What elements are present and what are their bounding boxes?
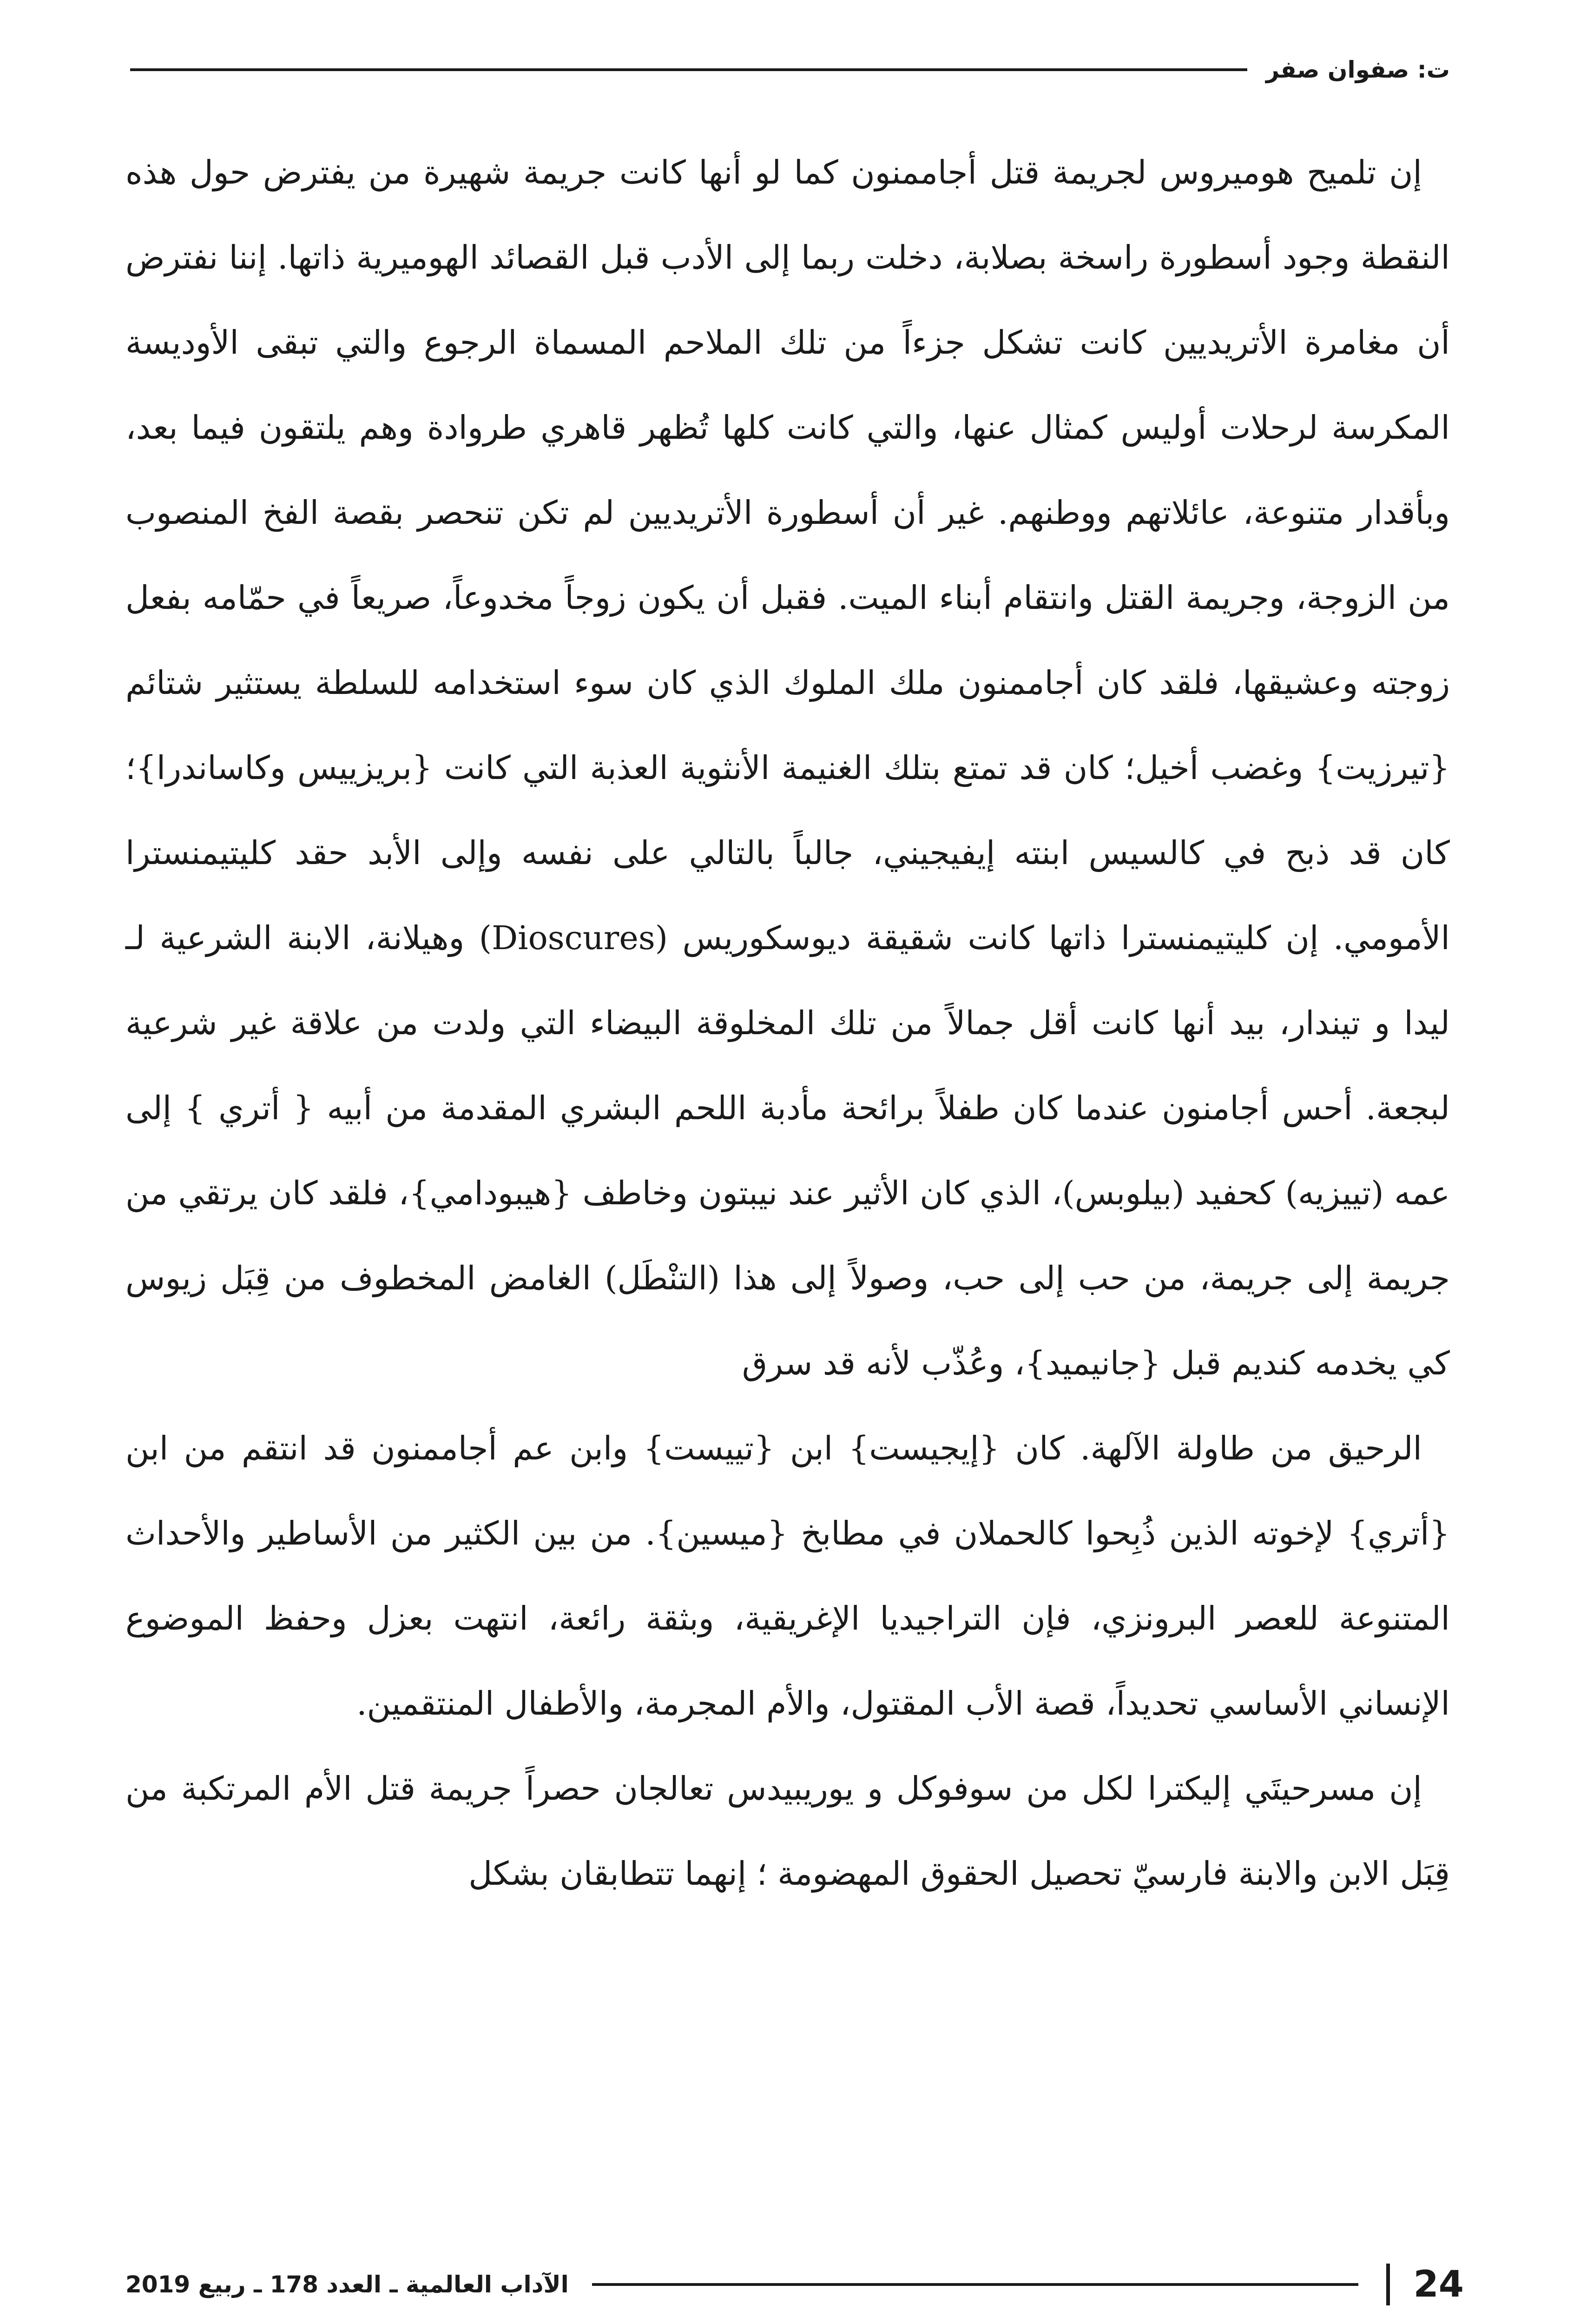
article-body: [125, 130, 1450, 1916]
paragraph: إن مسرحيتَي إليكترا لكل من سوفوكل و يوريبيدس تعالجان حصراً جريمة قتل الأم المرتكبة من قِبَل الابن والابنة فارسيّ تحصيل الحقوق المهضومة ؛ إنهما تتطابقان بشكل: [125, 1769, 1450, 1893]
journal-issue-info: الآداب العالمية ـ العدد 178 ـ ربيع 2019: [125, 2271, 569, 2298]
page-number: 24: [1413, 2264, 1464, 2305]
footer-rule: [592, 2283, 1359, 2286]
header-rule: [130, 68, 1247, 71]
paragraph: الرحيق من طاولة الآلهة. كان {إيجيست} ابن {تييست} وابن عم أجاممنون قد انتقم من ابن {أتري} لإخوته الذين ذُبِحوا كالحملان في مطابخ {ميسين}. من بين الكثير من الأساطير والأحداث المتنوعة للعصر البرونزي، فإن التراجيديا الإغريقية، وبثقة رائعة، انتهت بعزل وحفظ الموضوع الإنساني الأساسي تحديداً، قصة الأب المقتول، والأم المجرمة، والأطفال المنتقمين.: [125, 1429, 1450, 1723]
page-footer: [125, 2259, 1464, 2310]
translator-credit: ت: صفوان صفر: [1266, 56, 1450, 83]
paragraph: إن تلميح هوميروس لجريمة قتل أجاممنون كما لو أنها كانت جريمة شهيرة من يفترض حول هذه النقطة وجود أسطورة راسخة بصلابة، دخلت ربما إلى الأدب قبل القصائد الهوميرية ذاتها. إننا نفترض أن مغامرة الأتريديين كانت تشكل جزءاً من تلك الملاحم المسماة الرجوع والتي تبقى الأوديسة المكرسة لرحلات أوليس كمثال عنها، والتي كانت كلها تُظهر قاهري طروادة وهم يلتقون فيما بعد، وبأقدار متنوعة، عائلاتهم ووطنهم. غير أن أسطورة الأتريديين لم تكن تنحصر بقصة الفخ المنصوب من الزوجة، وجريمة القتل وانتقام أبناء الميت. فقبل أن يكون زوجاً مخدوعاً، صريعاً في حمّامه بفعل زوجته وعشيقها، فلقد كان أجاممنون ملك الملوك الذي كان سوء استخدامه للسلطة يستثير شتائم {تيرزيت} وغضب أخيل؛ كان قد تمتع بتلك الغنيمة الأنثوية العذبة التي كانت {بريزييس وكاساندرا}؛ كان قد ذبح في كالسيس ابنته إيفيجيني، جالباً بالتالي على نفسه وإلى الأبد حقد كليتيمنسترا الأمومي. إن كليتيمنسترا ذاتها كانت شقيقة ديوسكوريس (Dioscures) وهيلانة، الابنة الشرعية لـ ليدا و تيندار، بيد أنها كانت أقل جمالاً من تلك المخلوقة البيضاء التي ولدت من علاقة غير شرعية لبجعة. أحس أجامنون عندما كان طفلاً برائحة مأدبة اللحم البشري المقدمة من أبيه { أتري } إلى عمه (تييزيه) كحفيد (بيلوبس)، الذي كان الأثير عند نيبتون وخاطف {هيبودامي}، فلقد كان يرتقي من جريمة إلى جريمة، من حب إلى حب، وصولاً إلى هذا (التنْطَل) الغامض المخطوف من قِبَل زيوس كي يخدمه كنديم قبل {جانيميد}، وعُذّب لأنه قد سرق: [125, 153, 1450, 1382]
footer-divider-bar: [1386, 2264, 1390, 2305]
page-header: [130, 51, 1450, 88]
